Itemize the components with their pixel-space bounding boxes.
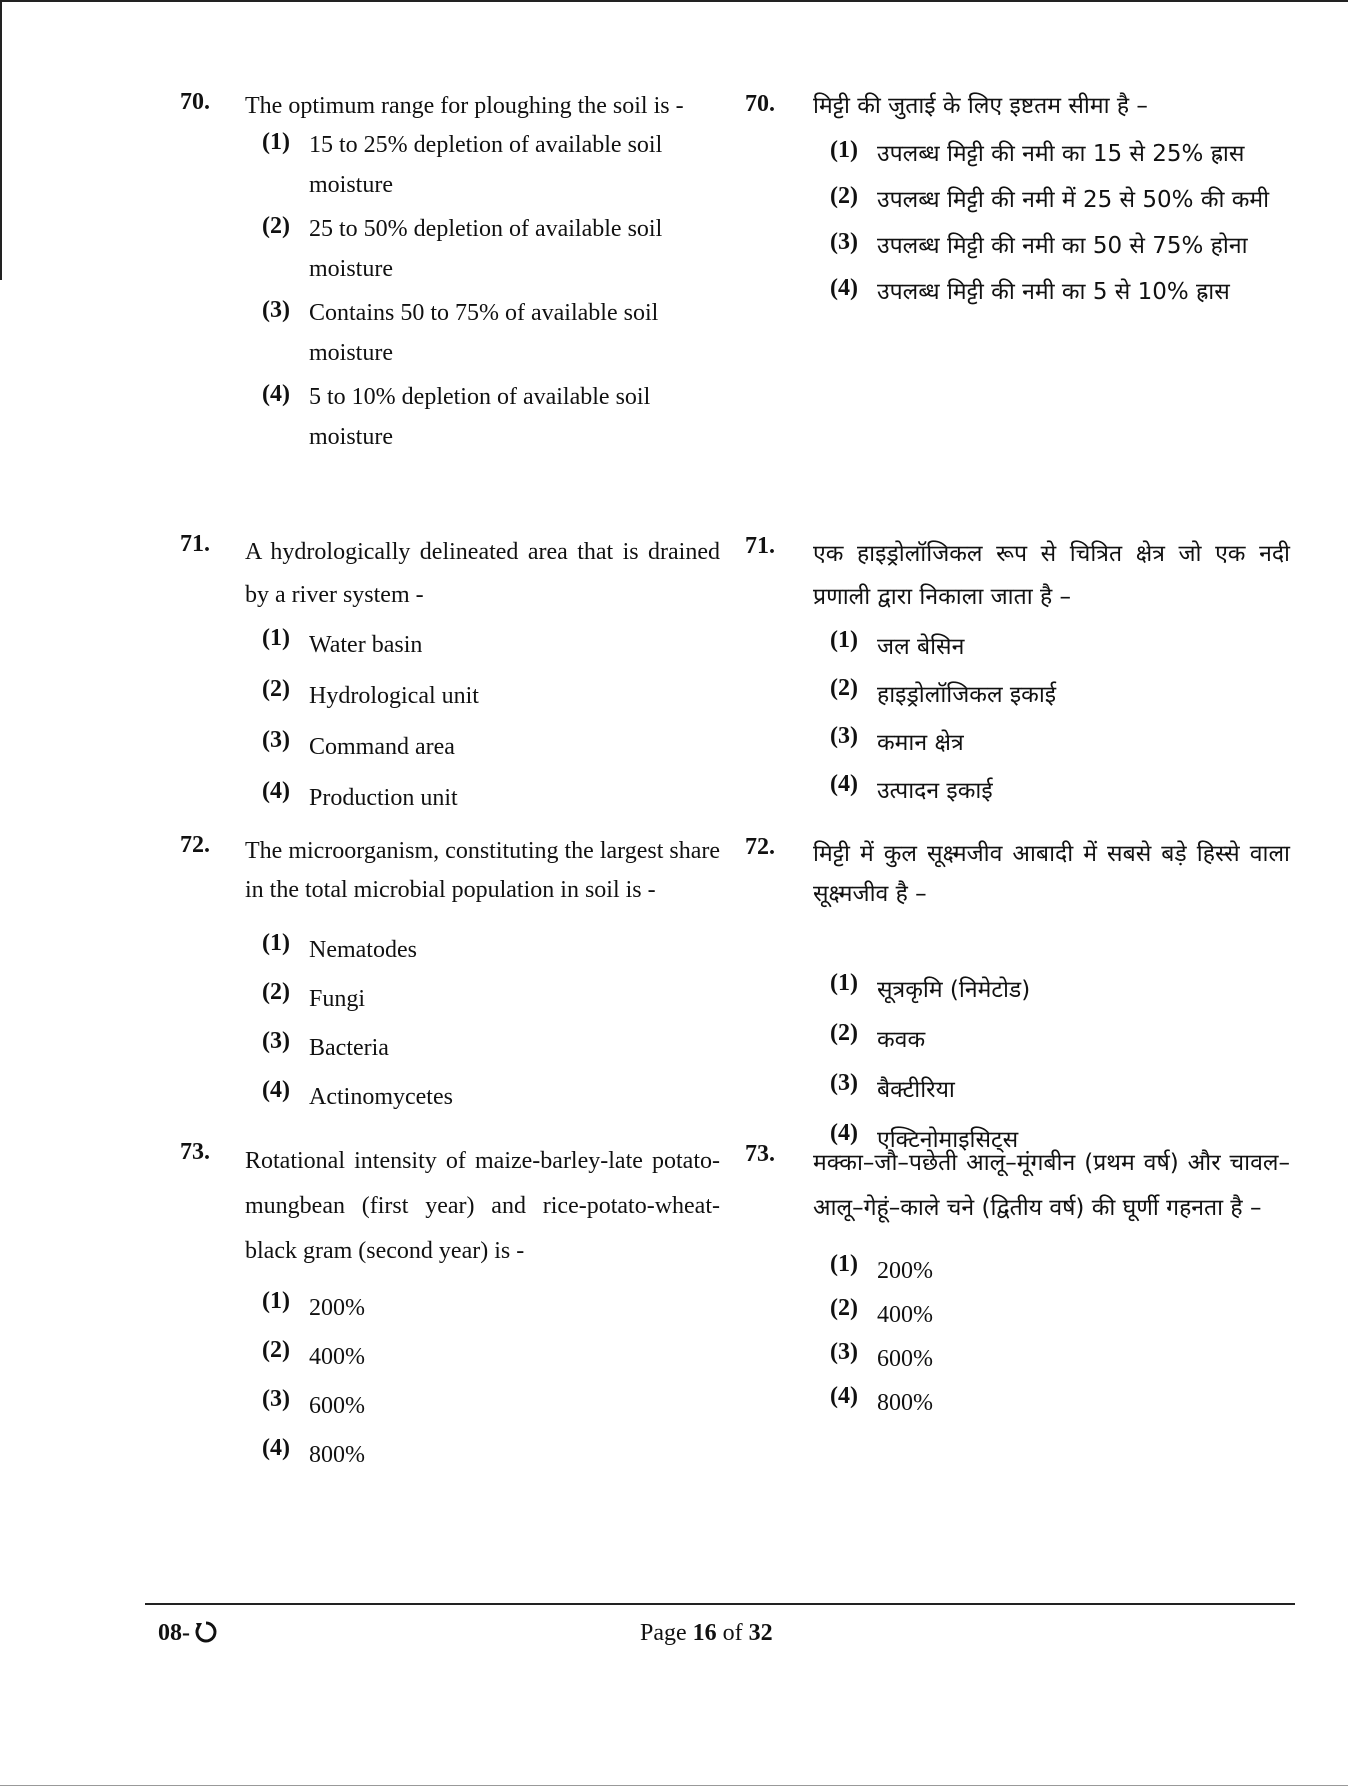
option-number: (1) bbox=[262, 930, 290, 956]
option bbox=[830, 623, 1290, 671]
question-number: 72. bbox=[745, 834, 775, 860]
option bbox=[830, 671, 1290, 719]
option-number: (2) bbox=[830, 1295, 858, 1321]
option-text: 600% bbox=[309, 1393, 365, 1419]
option-number: (4) bbox=[262, 1435, 290, 1461]
option bbox=[830, 271, 1290, 313]
option bbox=[830, 1016, 1290, 1064]
option bbox=[830, 1337, 1290, 1381]
option-text: जल बेसिन bbox=[877, 634, 965, 660]
question-number: 71. bbox=[180, 531, 210, 557]
option bbox=[262, 377, 720, 457]
question-73-hi bbox=[745, 1141, 1290, 1425]
question-number: 73. bbox=[180, 1139, 210, 1165]
bottom-scan-line bbox=[0, 1785, 1348, 1786]
question-number: 70. bbox=[745, 91, 775, 117]
option-number: (3) bbox=[830, 723, 858, 749]
option-number: (2) bbox=[262, 1337, 290, 1363]
option-text: बैक्टीरिया bbox=[877, 1077, 955, 1103]
option bbox=[262, 774, 720, 822]
question-text: Rotational intensity of maize-barley-late potato-mungbean (first year) and rice-potato-wheat-black gram (second year) is - bbox=[245, 1148, 720, 1264]
question-text: एक हाइड्रोलॉजिकल रूप से चित्रित क्षेत्र जो एक नदी प्रणाली द्वारा निकाला जाता है – bbox=[813, 541, 1290, 610]
option-number: (3) bbox=[830, 1339, 858, 1365]
option bbox=[262, 1431, 720, 1479]
option-text: 800% bbox=[309, 1442, 365, 1468]
option bbox=[262, 209, 720, 289]
option bbox=[830, 1249, 1290, 1293]
option-text: 200% bbox=[309, 1295, 365, 1321]
footer-divider bbox=[145, 1603, 1295, 1605]
option-number: (4) bbox=[830, 1120, 858, 1146]
option-text: उपलब्ध मिट्टी की नमी का 50 से 75% होना bbox=[877, 233, 1248, 259]
option-number: (2) bbox=[262, 213, 290, 239]
option bbox=[830, 225, 1290, 267]
option bbox=[830, 966, 1290, 1014]
option-number: (3) bbox=[830, 1070, 858, 1096]
question-text: मिट्टी में कुल सूक्ष्मजीव आबादी में सबसे बड़े हिस्से वाला सूक्ष्मजीव है – bbox=[813, 841, 1290, 907]
question-70-hi bbox=[745, 91, 1290, 541]
option-number: (4) bbox=[262, 381, 290, 407]
option-text: सूत्रकृमि (निमेटोड) bbox=[877, 977, 1031, 1003]
question-number: 73. bbox=[745, 1141, 775, 1167]
option bbox=[262, 1284, 720, 1332]
option bbox=[830, 719, 1290, 767]
option-number: (2) bbox=[830, 675, 858, 701]
option bbox=[830, 179, 1290, 221]
option-number: (4) bbox=[830, 1383, 858, 1409]
option-number: (4) bbox=[830, 275, 858, 301]
option bbox=[262, 926, 720, 974]
option bbox=[830, 1066, 1290, 1114]
question-text: A hydrologically delineated area that is drained by a river system - bbox=[245, 539, 720, 608]
option-number: (1) bbox=[262, 625, 290, 651]
question-text: The microorganism, constituting the largest share in the total microbial population in soil is - bbox=[245, 838, 721, 903]
option-text: एक्टिनोमाइसिट्स bbox=[877, 1127, 1019, 1153]
option bbox=[830, 1293, 1290, 1337]
english-column bbox=[180, 89, 721, 1479]
option-number: (1) bbox=[830, 970, 858, 996]
option-text: उपलब्ध मिट्टी की नमी का 15 से 25% ह्रास bbox=[877, 141, 1245, 167]
option-text: 800% bbox=[877, 1390, 933, 1416]
option-number: (3) bbox=[830, 229, 858, 255]
page-total: 32 bbox=[748, 1620, 773, 1646]
option bbox=[830, 133, 1290, 175]
option-number: (2) bbox=[262, 676, 290, 702]
question-text: मक्का–जौ–पछेती आलू–मूंगबीन (प्रथम वर्ष) और चावल–आलू–गेहूं–काले चने (द्वितीय वर्ष) की घूर्णी गहनता है – bbox=[813, 1150, 1290, 1221]
option-number: (1) bbox=[830, 1251, 858, 1277]
option-text: 600% bbox=[877, 1346, 933, 1372]
top-border bbox=[0, 0, 1348, 2]
option-text: 400% bbox=[877, 1302, 933, 1328]
question-text: मिट्टी की जुताई के लिए इष्टतम सीमा है – bbox=[813, 93, 1148, 119]
option bbox=[262, 975, 720, 1023]
rotate-arrow-icon bbox=[190, 1620, 218, 1646]
option-text: उपलब्ध मिट्टी की नमी का 5 से 10% ह्रास bbox=[877, 279, 1230, 305]
option bbox=[262, 723, 720, 771]
question-text: The optimum range for ploughing the soil is - bbox=[245, 93, 684, 119]
option-number: (3) bbox=[262, 727, 290, 753]
option-text: Fungi bbox=[309, 986, 366, 1012]
option-number: (4) bbox=[830, 771, 858, 797]
option-number: (4) bbox=[262, 778, 290, 804]
option-text: 5 to 10% depletion of available soil moisture bbox=[309, 384, 651, 450]
option-number: (3) bbox=[262, 1386, 290, 1412]
option bbox=[262, 1333, 720, 1381]
option-number: (2) bbox=[830, 1020, 858, 1046]
option bbox=[262, 672, 720, 720]
page-number bbox=[640, 1620, 773, 1647]
option-text: Nematodes bbox=[309, 937, 417, 963]
option-number: (1) bbox=[262, 129, 290, 155]
option-text: कमान क्षेत्र bbox=[877, 730, 964, 756]
option-text: Contains 50 to 75% of available soil moisture bbox=[309, 300, 659, 366]
question-71-hi bbox=[745, 533, 1290, 840]
option-text: उपलब्ध मिट्टी की नमी में 25 से 50% की कमी bbox=[877, 187, 1270, 213]
option-text: उत्पादन इकाई bbox=[877, 778, 993, 804]
option bbox=[830, 1381, 1290, 1425]
page-current: 16 bbox=[692, 1620, 717, 1646]
option-text: Bacteria bbox=[309, 1035, 389, 1061]
question-72-en bbox=[180, 832, 720, 1149]
question-72-hi bbox=[745, 834, 1290, 1151]
option-number: (1) bbox=[830, 627, 858, 653]
option-number: (1) bbox=[830, 137, 858, 163]
page-prefix: Page bbox=[640, 1620, 687, 1646]
option-text: Production unit bbox=[309, 785, 458, 811]
option-text: Water basin bbox=[309, 632, 423, 658]
question-number: 71. bbox=[745, 533, 775, 559]
option-number: (2) bbox=[262, 979, 290, 1005]
option-text: Command area bbox=[309, 734, 455, 760]
option-text: हाइड्रोलॉजिकल इकाई bbox=[877, 682, 1057, 708]
option bbox=[262, 125, 720, 205]
option-text: 25 to 50% depletion of available soil moisture bbox=[309, 216, 663, 282]
option-number: (2) bbox=[830, 183, 858, 209]
option bbox=[262, 293, 720, 373]
question-number: 70. bbox=[180, 89, 210, 115]
paper-code bbox=[158, 1620, 218, 1647]
option-text: 15 to 25% depletion of available soil moisture bbox=[309, 132, 663, 198]
option-text: Actinomycetes bbox=[309, 1084, 453, 1110]
option bbox=[830, 767, 1290, 815]
option bbox=[262, 621, 720, 669]
option bbox=[262, 1382, 720, 1430]
hindi-column bbox=[745, 91, 1290, 1425]
page-of: of bbox=[722, 1620, 743, 1646]
question-71-en bbox=[180, 531, 720, 838]
option-number: (3) bbox=[262, 1028, 290, 1054]
option bbox=[262, 1073, 720, 1121]
option-text: 200% bbox=[877, 1258, 933, 1284]
option-text: 400% bbox=[309, 1344, 365, 1370]
option-number: (3) bbox=[262, 297, 290, 323]
paper-code-text: 08- bbox=[158, 1620, 190, 1646]
option-text: Hydrological unit bbox=[309, 683, 479, 709]
question-number: 72. bbox=[180, 832, 210, 858]
option-text: कवक bbox=[877, 1027, 926, 1053]
question-73-en bbox=[180, 1139, 720, 1479]
question-70-en bbox=[180, 89, 720, 539]
left-border bbox=[0, 0, 2, 280]
option-number: (1) bbox=[262, 1288, 290, 1314]
option-number: (4) bbox=[262, 1077, 290, 1103]
option bbox=[262, 1024, 720, 1072]
